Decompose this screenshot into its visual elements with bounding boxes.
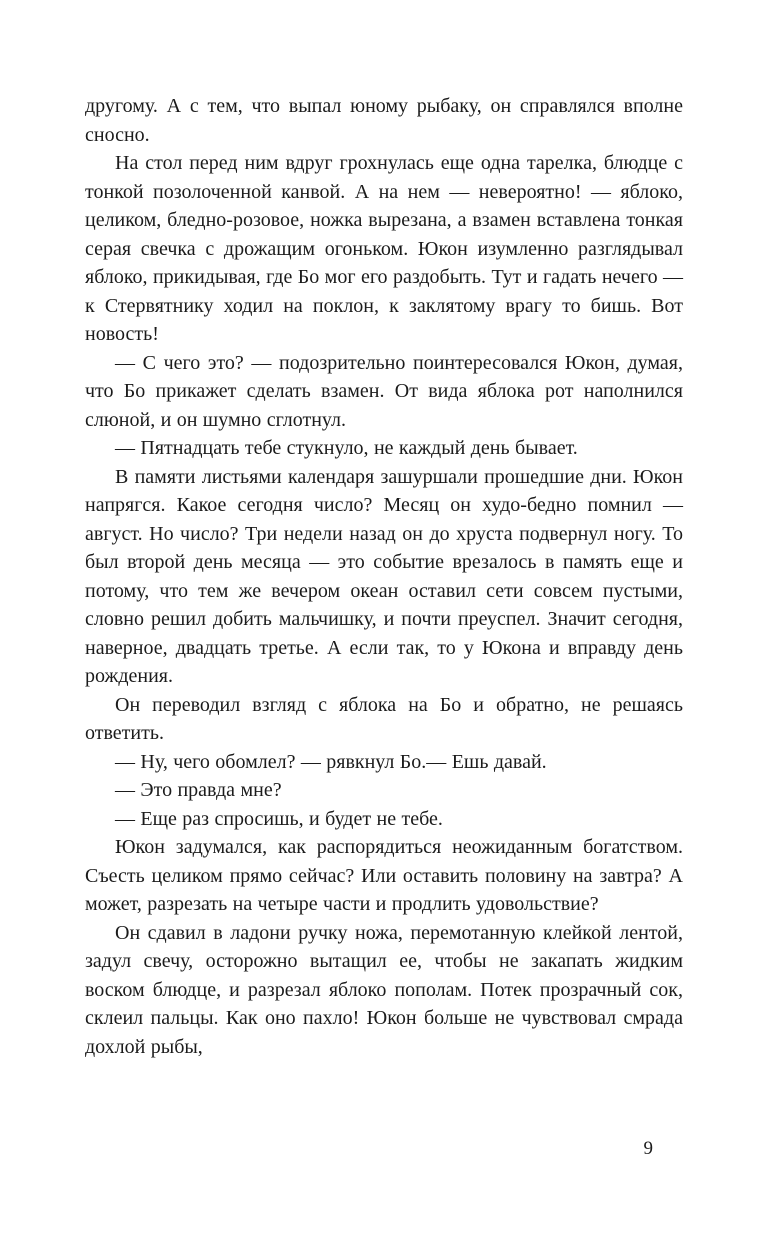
paragraph: Юкон задумался, как распорядиться неожиданным богатством. Съесть целиком прямо сейчас? Или оставить половину на завтра? А может, разрезать на четыре части и продлить удовольствие? [85,836,683,915]
paragraph-dialogue: — Еще раз спросишь, и будет не тебе. [115,807,443,830]
page-number: 9 [643,1138,653,1159]
paragraph: На стол перед ним вдруг грохнулась еще одна тарелка, блюдце с тонкой позолоченной канвой. А на нем — невероятно! — яблоко, целиком, бледно-розовое, ножка вырезана, а взамен вставлена тонкая серая свечка с дрожащим огоньком. Юкон изумленно разглядывал яблоко, прикидывая, где Бо мог его раздобыть. Тут и гадать нечего — к Стервятнику ходил на поклон, к заклятому врагу то бишь. Вот новость! [85,152,683,345]
body-text-block [85,92,683,1061]
paragraph-dialogue: — С чего это? — подозрительно поинтересовался Юкон, думая, что Бо прикажет сделать взамен. От вида яблока рот наполнился слюной, и он шумно сглотнул. [85,351,683,431]
paragraph: В памяти листьями календаря зашуршали прошедшие дни. Юкон напрягся. Какое сегодня число? Месяц он худо-бедно помнил — август. Но число? Три недели назад он до хруста подвернул ногу. То был второй день месяца — это событие врезалось в память еще и потому, что тем же вечером океан оставил сети совсем пустыми, словно решил добить мальчишку, и почти преуспел. Значит сегодня, наверное, двадцать третье. А если так, то у Юкона и вправду день рождения. [85,465,683,687]
paragraph: Он сдавил в ладони ручку ножа, перемотанную клейкой лентой, задул свечу, осторожно вытащил ее, чтобы не закапать жидким воском блюдце, и разрезал яблоко пополам. Потек прозрачный сок, склеил пальцы. Как оно пахло! Юкон больше не чувствовал смрада дохлой рыбы, [85,921,683,1058]
paragraph: Он переводил взгляд с яблока на Бо и обратно, не решаясь ответить. [85,693,683,744]
paragraph-dialogue: — Пятнадцать тебе стукнуло, не каждый день бывает. [115,437,578,459]
paragraph: другому. А с тем, что выпал юному рыбаку, он справлялся вполне сносно. [85,95,683,146]
paragraph-dialogue: — Ну, чего обомлел? — рявкнул Бо.— Ешь давай. [115,750,547,773]
paragraph-dialogue: — Это правда мне? [115,779,282,801]
